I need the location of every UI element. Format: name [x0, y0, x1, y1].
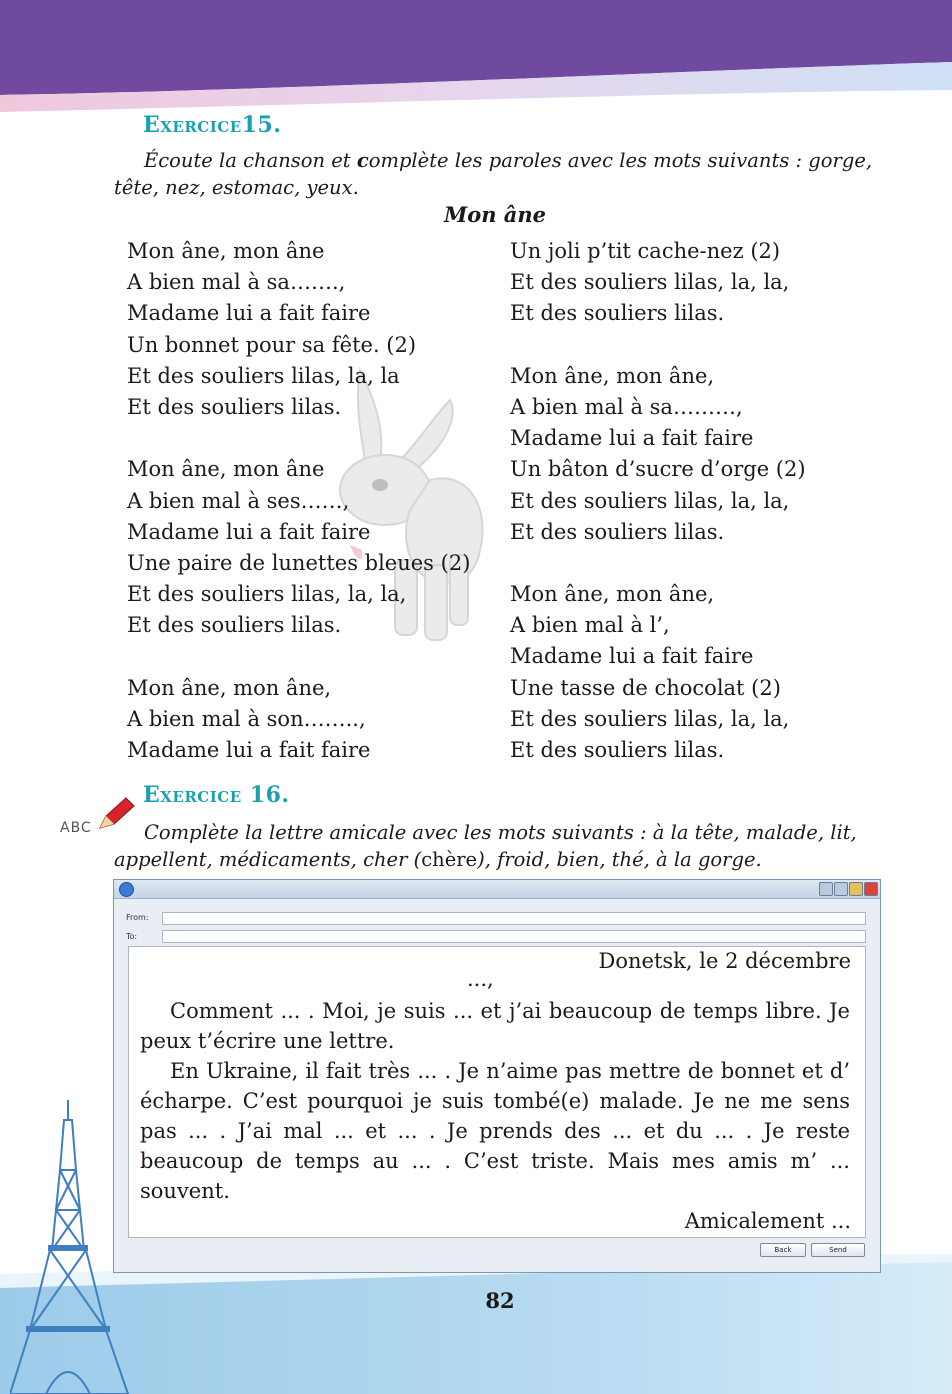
lyric-line: Une tasse de chocolat (2) — [510, 675, 781, 700]
close-icon[interactable] — [864, 882, 878, 896]
lyric-line: Madame lui a fait faire — [127, 738, 371, 762]
song-title: Mon âne — [443, 202, 547, 227]
lyric-line: Et des souliers lilas. — [510, 519, 725, 544]
lyric-line: Mon âne, mon âne, — [127, 675, 332, 700]
lyric-line: Et des souliers lilas, la, la — [127, 363, 400, 388]
lyric-line — [510, 548, 806, 579]
lyric-line: A bien mal à ses……, — [127, 488, 350, 513]
lyric-line: A bien mal à l’, — [510, 613, 670, 638]
exercise-16-instruction — [114, 819, 889, 873]
lyric-line: Une paire de lunettes bleues (2) — [127, 550, 471, 575]
lyric-line: Et des souliers lilas. — [510, 738, 725, 762]
lyric-line: Un joli p’tit cache-nez (2) — [510, 239, 781, 263]
lyric-line: Un bonnet pour sa fête. (2) — [127, 332, 417, 357]
lyric-line: Un bâton d’sucre d’orge (2) — [510, 457, 806, 482]
to-field[interactable] — [162, 930, 866, 943]
letter-body[interactable] — [128, 946, 866, 1238]
from-field[interactable] — [162, 912, 866, 925]
send-button[interactable]: Send — [811, 1243, 865, 1257]
instruction-part: omplète les paroles avec les mots suivants : gorge, tête, nez, estomac, yeux. — [114, 149, 873, 199]
maximize-icon[interactable] — [849, 882, 863, 896]
lyric-line: Et des souliers lilas, la, la, — [127, 582, 407, 607]
eiffel-tower-icon — [10, 1100, 130, 1394]
song-right-column — [510, 236, 806, 766]
lyric-line: Madame lui a fait faire — [127, 301, 371, 326]
lyric-line: Et des souliers lilas, la, la, — [510, 706, 790, 731]
lyric-line: A bien mal à sa……., — [127, 270, 346, 295]
letter-paragraph-2: En Ukraine, il fait très ... . Je n’aime pas mettre de bonnet et d’ écharpe. C’est pourquoi je suis tombé(e) malade. Je ne me sens pas ... . J’ai mal ... et ... . Je prends des ... et du ... . Je reste beaucoup de temps au ... . C’est triste. Mais mes amis m’ ... souvent. — [140, 1059, 850, 1203]
exercise-16-title: Exercice 16. — [143, 782, 290, 808]
exercise-15-instruction — [114, 147, 884, 201]
footer-band — [0, 1254, 952, 1394]
lyric-line: Et des souliers lilas. — [127, 394, 342, 419]
lyric-line — [127, 423, 470, 454]
help-icon[interactable] — [819, 882, 833, 896]
lyric-line — [127, 641, 470, 672]
lyric-line: Mon âne, mon âne, — [510, 582, 715, 607]
instruction-part: Complète la lettre amicale avec les mots suivants : à la tête, malade, lit, appellent, médicaments, cher ( — [114, 821, 857, 871]
instruction-part: Écoute la chanson et — [144, 149, 357, 172]
abc-label: ABC — [60, 820, 92, 836]
lyric-line: Et des souliers lilas. — [510, 301, 725, 326]
from-label: From: — [126, 913, 149, 922]
minimize-icon[interactable] — [834, 882, 848, 896]
song-left-column — [127, 236, 470, 766]
app-logo-icon — [119, 882, 134, 897]
lyric-line: Mon âne, mon âne — [127, 457, 325, 482]
lyric-line: A bien mal à sa………, — [510, 394, 743, 419]
page-number: 82 — [485, 1288, 515, 1313]
to-label: To: — [126, 932, 138, 941]
lyric-line: Et des souliers lilas, la, la, — [510, 488, 790, 513]
instruction-part: chère — [421, 848, 478, 871]
instruction-bold-letter: c — [356, 149, 369, 172]
lyric-line: Et des souliers lilas, la, la, — [510, 270, 790, 295]
lyric-line: Madame lui a fait faire — [510, 426, 754, 451]
letter-paragraph-1: Comment ... . Moi, je suis ... et j’ai beaucoup de temps libre. Je peux t’écrire une lettre. — [140, 999, 850, 1053]
letter-salutation: ..., — [467, 967, 494, 991]
lyric-line: A bien mal à son…….., — [127, 706, 366, 731]
back-button[interactable]: Back — [760, 1243, 806, 1257]
instruction-part: ), froid, bien, thé, à la gorge. — [477, 848, 762, 871]
lyric-line: Et des souliers lilas. — [127, 613, 342, 638]
lyric-line — [510, 330, 806, 361]
lyric-line: Mon âne, mon âne — [127, 239, 325, 263]
email-window — [113, 879, 881, 1273]
lyric-line: Madame lui a fait faire — [510, 644, 754, 669]
header-band — [0, 0, 952, 118]
exercise-15-title: Exercice15. — [143, 112, 282, 138]
letter-place-date: Donetsk, le 2 décembre — [598, 949, 851, 973]
lyric-line: Madame lui a fait faire — [127, 519, 371, 544]
letter-closing: Amicalement ... — [684, 1209, 851, 1233]
lyric-line: Mon âne, mon âne, — [510, 363, 715, 388]
window-title-bar — [114, 880, 880, 899]
